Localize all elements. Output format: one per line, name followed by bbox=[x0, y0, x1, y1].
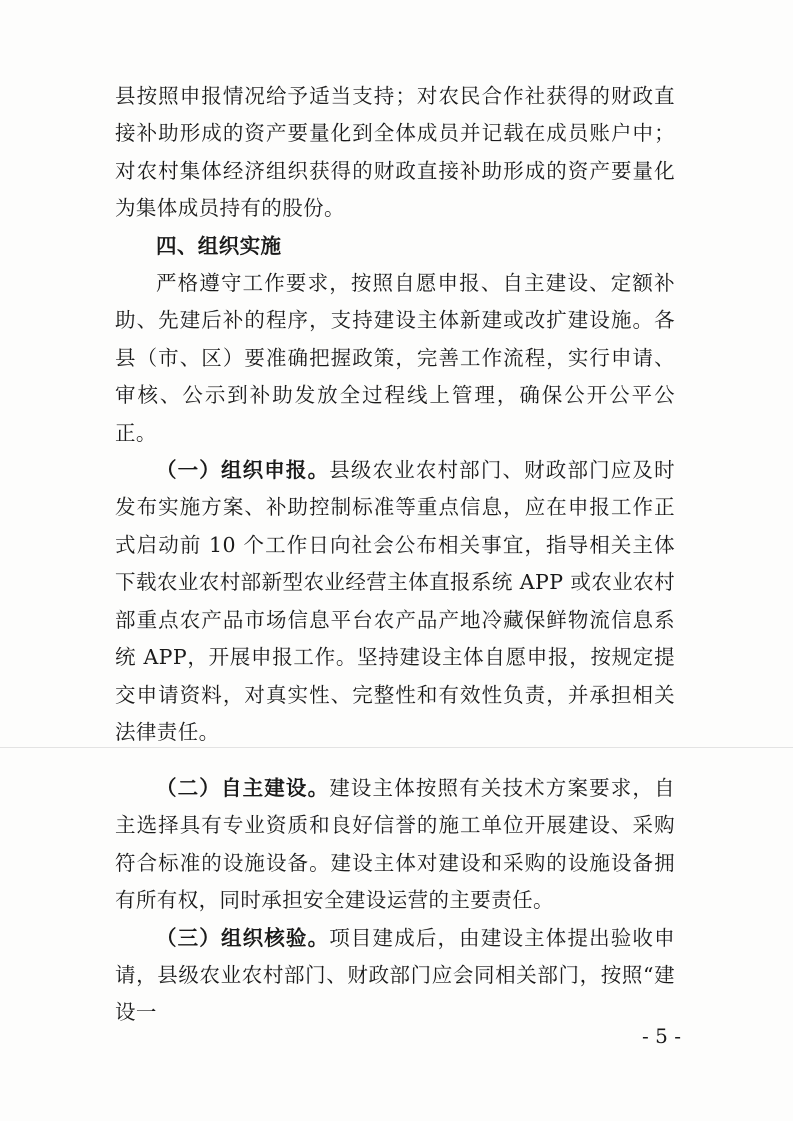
section-heading-4: 四、组织实施 bbox=[156, 233, 282, 258]
paragraph-continued: 县按照申报情况给予适当支持；对农民合作社获得的财政直接补助形成的资产要量化到全体成员并记载在成员账户中；对农村集体经济组织获得的财政直接补助形成的资产要量化为集体成员持有的股份。 bbox=[115, 84, 675, 221]
paragraph-self-construction bbox=[115, 770, 675, 920]
paragraph-verification bbox=[115, 920, 675, 1032]
subheading-self-construction: （二）自主建设。 bbox=[156, 776, 330, 800]
paragraph-body-construction: 建设主体按照有关技术方案要求，自主选择具有专业资质和良好信誉的施工单位开展建设、采购符合标准的设施设备。建设主体对建设和采购的设施设备拥有所有权，同时承担安全建设运营的主要责任。 bbox=[115, 776, 675, 913]
subheading-verification: （三）组织核验。 bbox=[156, 925, 330, 950]
subheading-organize-application: （一）组织申报。 bbox=[156, 458, 330, 483]
paragraph-organize-implementation: 严格遵守工作要求，按照自愿申报、自主建设、定额补助、先建后补的程序，支持建设主体新建或改扩建设施。各县（市、区）要准确把握政策，完善工作流程，实行申请、审核、公示到补助发放全过程线上管理，确保公开公平公正。 bbox=[115, 271, 675, 445]
page-number: - 5 - bbox=[642, 1024, 681, 1048]
paragraph-organize-application bbox=[115, 452, 675, 751]
scan-fold-line bbox=[0, 747, 793, 748]
paragraph-body-application: 县级农业农村部门、财政部门应及时发布实施方案、补助控制标准等重点信息，应在申报工作正式启动前 10 个工作日向社会公布相关事宜，指导相关主体下载农业农村部新型农业经营主体直报系统 APP 或农业农村部重点农产品市场信息平台农产品产地冷藏保鲜物流信息系统 APP，开展申报工作。坚持建设主体自愿申报，按规定提交申请资料，对真实性、完整性和有效性负责，并承担相关法律责任。 bbox=[115, 458, 675, 744]
text-block-bottom bbox=[115, 770, 675, 1032]
paragraph-body-verification: 项目建成后，由建设主体提出验收申请，县级农业农村部门、财政部门应会同相关部门，按照“建设一 bbox=[115, 925, 675, 1025]
text-block-top bbox=[115, 78, 675, 751]
